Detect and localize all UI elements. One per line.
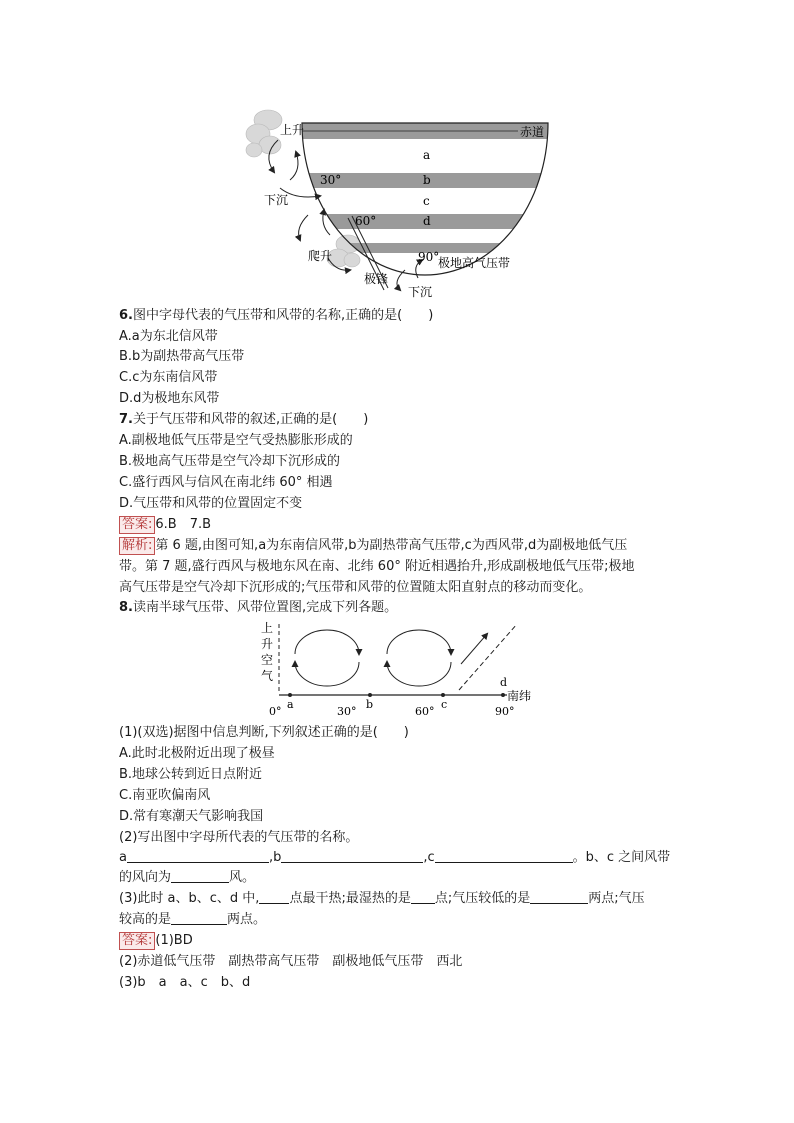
q8-sub3-line-2: 较高的是 两点。 — [119, 912, 267, 927]
tick-60: 60° — [415, 705, 435, 718]
q8-sub1-stem: (1)(双选)据图中信息判断,下列叙述正确的是( ) — [119, 725, 409, 740]
q6-stem: 6.图中字母代表的气压带和风带的名称,正确的是( ) — [119, 308, 434, 323]
band-c-label: c — [423, 194, 430, 208]
point-d — [501, 693, 505, 697]
point-b — [368, 693, 372, 697]
point-c-label: c — [441, 698, 448, 711]
analysis-line-2: 带。第 7 题,盛行西风与极地东风在南、北纬 60° 附近相遇抬升,形成副极地低气压带;极地 — [119, 559, 635, 574]
q7-option-c: C.盛行西风与信风在南北纬 60° 相遇 — [119, 475, 333, 490]
cloud-icon — [246, 110, 282, 157]
lat60-label: 60° — [355, 214, 377, 228]
q6-option-b: B.b为副热带高气压带 — [119, 349, 245, 364]
answer-blank-b[interactable] — [281, 848, 423, 863]
point-a — [288, 693, 292, 697]
q7-option-d: D.气压带和风带的位置固定不变 — [119, 496, 303, 511]
front-label: 极锋 — [364, 272, 389, 286]
q7-option-a: A.副极地低气压带是空气受热膨胀形成的 — [119, 433, 353, 448]
point-c — [441, 693, 445, 697]
analysis-tag: 解析: — [119, 537, 155, 555]
band-d-label: d — [423, 214, 431, 228]
rising-air-char-1: 上 — [261, 621, 274, 635]
answer-blank-wettest[interactable] — [411, 889, 435, 904]
sink-left-label: 下沉 — [264, 193, 289, 207]
band-a-label: a — [423, 148, 431, 162]
q6-option-d: D.d为极地东风带 — [119, 391, 220, 406]
rising-air-char-4: 气 — [261, 669, 274, 683]
answer-8-part3: (3)b a a、c b、d — [119, 975, 251, 990]
q8-sub2-line-1: a ,b ,c 。b、c 之间风带 — [119, 850, 671, 865]
circulation-cell-2 — [387, 630, 451, 686]
point-d-label: d — [500, 676, 508, 689]
climb-label: 爬升 — [308, 249, 333, 263]
answer-8-part1: 答案: (1)BD — [119, 931, 193, 951]
q8-sub1-option-b: B.地球公转到近日点附近 — [119, 767, 263, 782]
tick-0: 0° — [269, 705, 282, 718]
rise-label: 上升 — [280, 123, 305, 137]
pressure-wind-belt-diagram — [240, 100, 560, 300]
answer-tag: 答案: — [119, 932, 155, 950]
answer-blank-lower[interactable] — [530, 889, 588, 904]
tick-90: 90° — [495, 705, 515, 718]
southern-hemisphere-belt-diagram — [255, 618, 545, 724]
sink-bottom-label: 下沉 — [408, 285, 433, 299]
answer-blank-a[interactable] — [127, 848, 269, 863]
analysis-line-1: 解析: 第 6 题,由图可知,a为东南信风带,b为副热带高气压带,c为西风带,d为副极地低气压 — [119, 536, 627, 556]
analysis-line-3: 高气压带是空气冷却下沉形成的;气压带和风带的位置随太阳直射点的移动而变化。 — [119, 580, 592, 595]
q6-option-a: A.a为东北信风带 — [119, 329, 218, 344]
q7-stem: 7.关于气压带和风带的叙述,正确的是( ) — [119, 412, 369, 427]
tick-30: 30° — [337, 705, 357, 718]
rising-air-char-3: 空 — [261, 653, 274, 667]
answer-tag: 答案: — [119, 516, 155, 534]
point-a-label: a — [287, 698, 294, 711]
rising-air-char-2: 升 — [261, 637, 274, 651]
wind-arrows — [459, 624, 517, 690]
lat90-label: 90° — [418, 250, 440, 264]
equator-label: 赤道 — [520, 125, 545, 139]
q6-option-c: C.c为东南信风带 — [119, 370, 218, 385]
answer-blank-higher[interactable] — [171, 910, 227, 925]
answer-blank-wind[interactable] — [171, 868, 229, 883]
lat30-label: 30° — [320, 173, 342, 187]
q8-sub1-option-c: C.南亚吹偏南风 — [119, 788, 211, 803]
q8-sub3-line-1: (3)此时 a、b、c、d 中, 点最干热;最湿热的是 点;气压较低的是 两点;气压 — [119, 891, 645, 906]
q8-sub2-stem: (2)写出图中字母所代表的气压带的名称。 — [119, 830, 359, 845]
band-b-label: b — [423, 173, 431, 187]
q8-stem: 8.读南半球气压带、风带位置图,完成下列各题。 — [119, 600, 398, 615]
answer-6-7: 答案: 6.B 7.B — [119, 515, 211, 535]
polar-high-label: 极地高气压带 — [438, 256, 511, 270]
axis-label: 南纬 — [507, 689, 532, 703]
answer-blank-c[interactable] — [435, 848, 573, 863]
answer-blank-driest[interactable] — [259, 889, 289, 904]
point-b-label: b — [366, 698, 374, 711]
answer-8-part2: (2)赤道低气压带 副热带高气压带 副极地低气压带 西北 — [119, 954, 463, 969]
circulation-cell-1 — [295, 630, 359, 686]
q8-sub1-option-a: A.此时北极附近出现了极昼 — [119, 746, 275, 761]
q8-sub2-line-2: 的风向为 风。 — [119, 870, 256, 885]
q7-option-b: B.极地高气压带是空气冷却下沉形成的 — [119, 454, 341, 469]
q8-sub1-option-d: D.常有寒潮天气影响我国 — [119, 809, 264, 824]
